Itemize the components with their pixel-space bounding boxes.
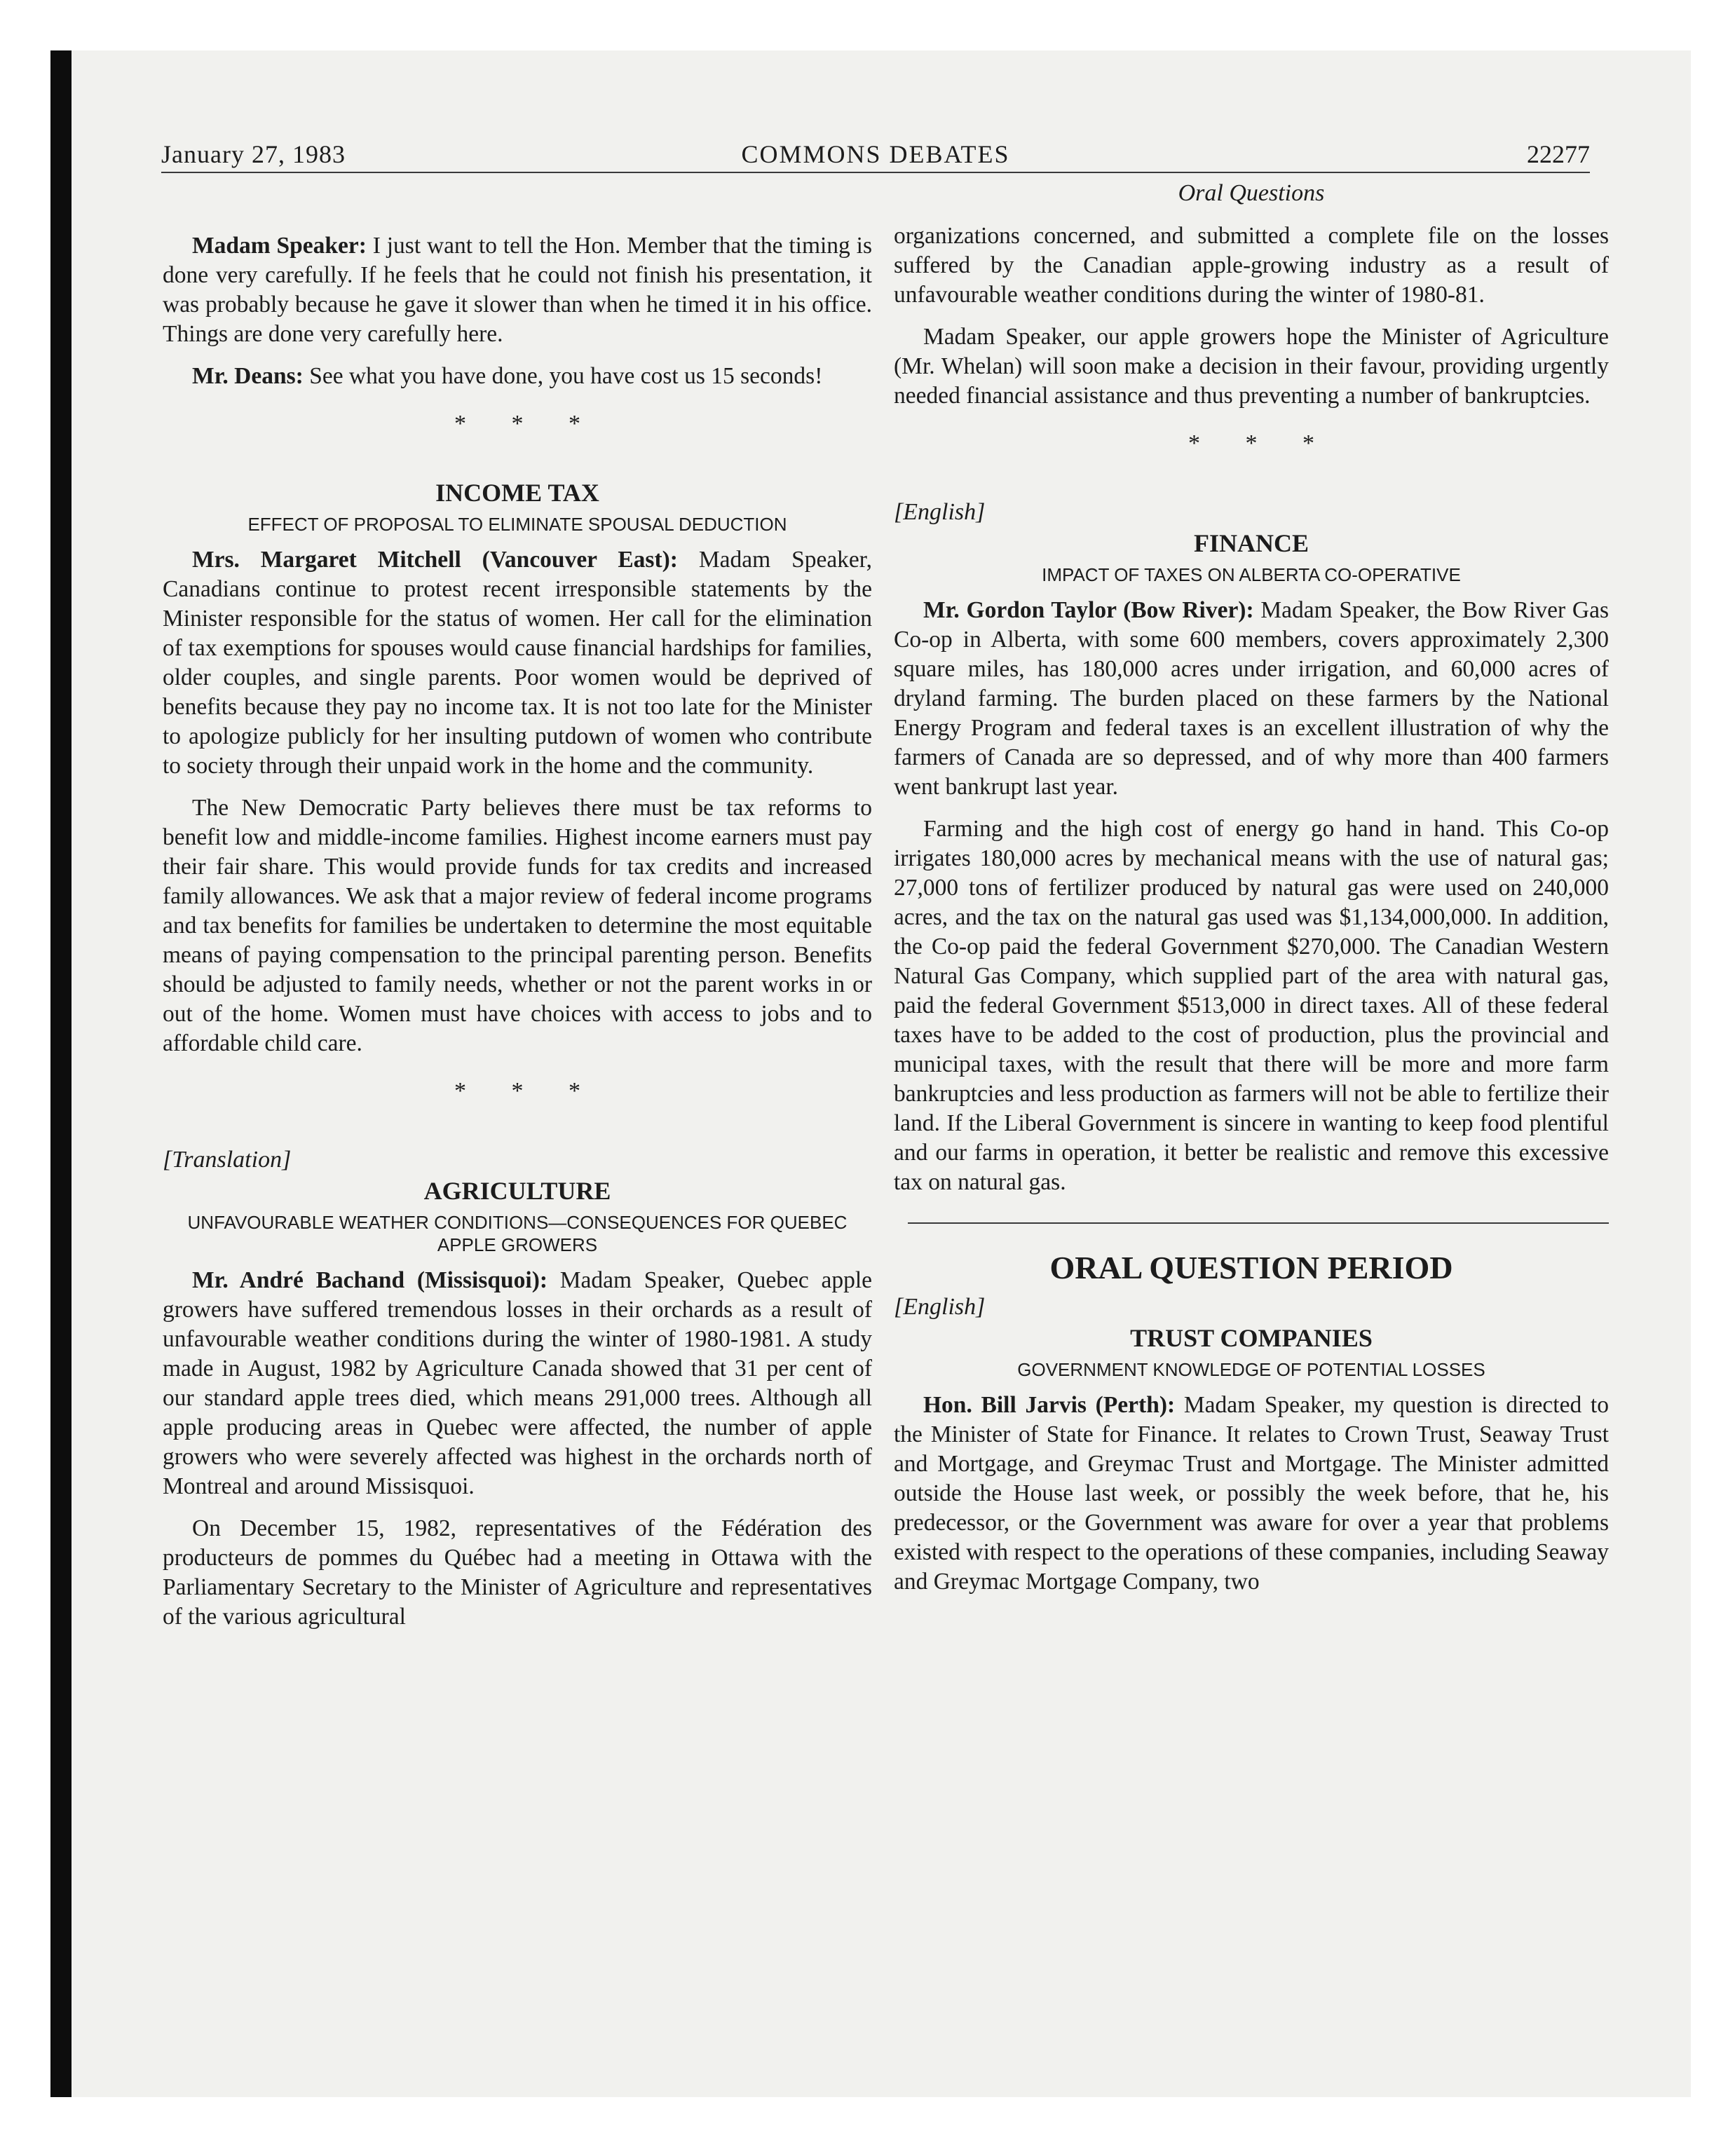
section-subheading: UNFAVOURABLE WEATHER CONDITIONS—CONSEQUENCES FOR QUEBEC APPLE GROWERS <box>187 1212 848 1255</box>
scan-edge <box>50 50 72 2097</box>
right-column <box>894 179 1609 1609</box>
paragraph: Madam Speaker, our apple growers hope the Minister of Agriculture (Mr. Whelan) will soon make a decision in their favour, providing urgently needed financial assistance and thus preventing a number of bankruptcies. <box>894 324 1609 409</box>
header-date: January 27, 1983 <box>161 140 346 168</box>
section-subheading: GOVERNMENT KNOWLEDGE OF POTENTIAL LOSSES <box>1017 1359 1485 1380</box>
paragraph: The New Democratic Party believes there must be tax reforms to benefit low and middle-income families. Highest income earners must pay their fair share. This would provide funds for tax credits and increased family allowances. We ask that a major review of federal income programs and tax benefits for families be undertaken to determine the most equitable means of paying compensation to the principal parenting person. Benefits should be adjusted to family needs, whether or not the parent works in or out of the home. Women must have choices with access to jobs and to affordable child care. <box>163 795 872 1056</box>
speech-text: Madam Speaker, Canadians continue to protest recent irresponsible statements by the Minister responsible for the status of women. Her call for the elimination of tax exemptions for spouses would cause financial hardships for families, older couples, and single parents. Poor women would be deprived of benefits because they pay no income tax. It is not too late for the Minister to apologize publicly for her insulting putdown of women who contribute to society through their unpaid work in the home and the community. <box>163 547 872 779</box>
divider-rule <box>908 1222 1609 1224</box>
section-heading: AGRICULTURE <box>423 1177 611 1205</box>
language-tag: [English] <box>894 1294 986 1320</box>
speech-text: Madam Speaker, Quebec apple growers have suffered tremendous losses in their orchards as a result of unfavourable weather conditions during the winter of 1980-1981. A study made in August, 1982 by Agriculture Canada showed that 31 per cent of our standard apple trees died, which means 291,000 trees. Although all apple producing areas in Quebec were affected, the number of apple growers who were severely affected was highest in the orchards north of Montreal and around Missisquoi. <box>163 1267 873 1499</box>
header-title: COMMONS DEBATES <box>741 140 1010 168</box>
paragraph <box>163 1266 872 1501</box>
header-page-number: 22277 <box>1527 140 1590 168</box>
speech-text: I just want to tell the Hon. Member that the timing is done very carefully. If he feels that he could not finish his presentation, it was probably because he gave it slower than when he timed it in his office. Things are done very carefully here. <box>163 233 872 347</box>
paragraph <box>163 231 872 349</box>
section-separator: * * * <box>1188 430 1334 456</box>
speaker-name: Mr. Deans: <box>192 363 304 389</box>
section-subheading: EFFECT OF PROPOSAL TO ELIMINATE SPOUSAL DEDUCTION <box>247 514 787 535</box>
section-heading: INCOME TAX <box>435 479 599 507</box>
section-subheading: IMPACT OF TAXES ON ALBERTA CO-OPERATIVE <box>1042 564 1461 585</box>
section-separator: * * * <box>454 1078 600 1104</box>
section-heading: FINANCE <box>1193 529 1309 557</box>
left-column <box>163 231 872 1644</box>
section-heading: TRUST COMPANIES <box>1130 1324 1373 1352</box>
language-tag: [Translation] <box>163 1147 292 1173</box>
speaker-name: Mr. André Bachand (Missisquoi): <box>192 1267 548 1293</box>
speech-text: Madam Speaker, the Bow River Gas Co-op in Alberta, with some 600 members, covers approximately 2,300 square miles, has 180,000 acres under irrigation, and 60,000 acres of dryland farming. The burden placed on these farmers by the National Energy Program and federal taxes is an excellent illustration of why the farmers of Canada are so depressed, and of why more than 400 farmers went bankrupt last year. <box>894 597 1610 800</box>
paragraph: On December 15, 1982, representatives of the Fédération des producteurs de pommes du Québec had a meeting in Ottawa with the Parliamentary Secretary to the Minister of Agriculture and representatives of the various agricultural <box>163 1515 872 1630</box>
paragraph <box>163 545 872 781</box>
speech-text: Madam Speaker, my question is directed to the Minister of State for Finance. It relates to Crown Trust, Seaway Trust and Mortgage, and Greymac Trust and Mortgage. The Minister admitted outside the House last week, or possibly the week before, that he, his predecessor, or the Government was aware for over a year that problems existed with respect to the operations of these companies, including Seaway and Greymac Mortgage Company, two <box>894 1392 1609 1595</box>
paragraph <box>894 596 1609 802</box>
speaker-name: Hon. Bill Jarvis (Perth): <box>923 1392 1176 1418</box>
speaker-name: Mr. Gordon Taylor (Bow River): <box>923 597 1254 623</box>
section-separator: * * * <box>454 411 600 437</box>
paragraph: Farming and the high cost of energy go hand in hand. This Co-op irrigates 180,000 acres by mechanical means with the use of natural gas; 27,000 tons of fertilizer produced by natural gas were used on 240,000 acres, and the tax on the natural gas used was $1,134,000,000. In addition, the Co-op paid the federal Government $270,000. The Canadian Western Natural Gas Company, which supplied part of the area with natural gas, paid the federal Government $513,000 in direct taxes. All of these federal taxes have to be added to the cost of production, plus the provincial and municipal taxes, with the result that there will be more and more farm bankruptcies and less production as farmers will not be able to fertilize their land. If the Liberal Government is sincere in wanting to keep food plentiful and our farms in operation, it better be realistic and remove this excessive tax on natural gas. <box>894 816 1609 1195</box>
page-header <box>161 130 1590 173</box>
paragraph: organizations concerned, and submitted a complete file on the losses suffered by the Canadian apple-growing industry as a result of unfavourable weather conditions during the winter of 1980-81. <box>894 223 1609 308</box>
paragraph <box>894 1391 1609 1597</box>
paragraph <box>163 362 872 391</box>
speaker-name: Mrs. Margaret Mitchell (Vancouver East): <box>192 547 678 573</box>
speech-text: See what you have done, you have cost us 15 seconds! <box>303 363 823 389</box>
major-heading: ORAL QUESTION PERIOD <box>1049 1250 1453 1285</box>
language-tag: [English] <box>894 499 986 525</box>
section-tag: Oral Questions <box>1178 180 1325 206</box>
speaker-name: Madam Speaker: <box>192 233 367 259</box>
